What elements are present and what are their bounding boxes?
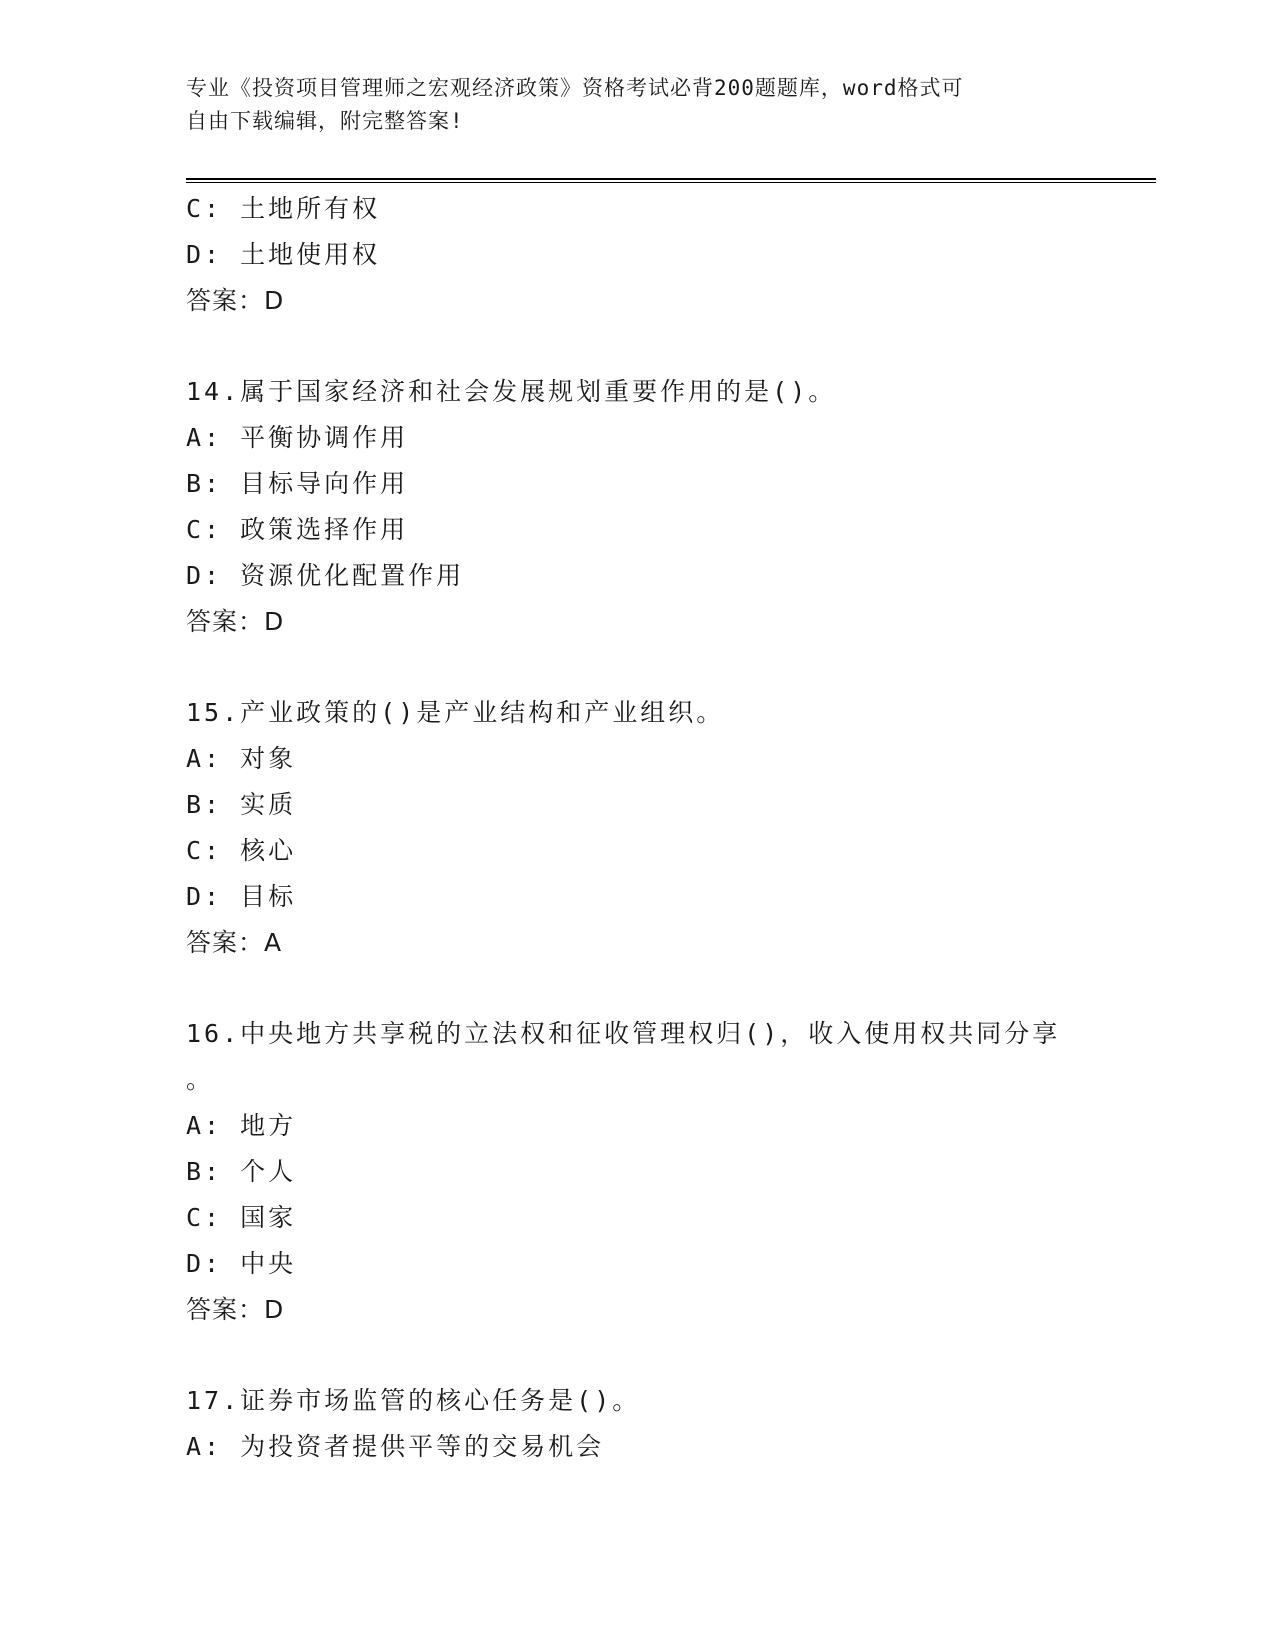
option-c: C: 国家 bbox=[186, 1203, 297, 1232]
option-a: A: 地方 bbox=[186, 1111, 297, 1140]
header-divider bbox=[186, 178, 1156, 183]
option-a: A: 为投资者提供平等的交易机会 bbox=[186, 1432, 605, 1461]
option-c: C: 政策选择作用 bbox=[186, 515, 409, 544]
question-13 bbox=[186, 186, 1086, 324]
option-c: C: 核心 bbox=[186, 836, 297, 865]
question-stem: 15.产业政策的()是产业结构和产业组织。 bbox=[186, 698, 725, 727]
option-a: A: 平衡协调作用 bbox=[186, 423, 409, 452]
option-a: A: 对象 bbox=[186, 744, 297, 773]
option-d: D: 资源优化配置作用 bbox=[186, 561, 465, 590]
question-stem: 16.中央地方共享税的立法权和征收管理权归()，收入使用权共同分享 bbox=[186, 1019, 1061, 1048]
option-d: D: 中央 bbox=[186, 1249, 297, 1278]
header-line-2: 自由下载编辑，附完整答案! bbox=[186, 109, 464, 133]
option-b: B: 实质 bbox=[186, 790, 297, 819]
answer: 答案：D bbox=[186, 1295, 285, 1324]
option-d: D: 目标 bbox=[186, 882, 297, 911]
answer: 答案：D bbox=[186, 607, 285, 636]
question-list bbox=[186, 186, 1086, 1470]
question-stem: 17.证券市场监管的核心任务是()。 bbox=[186, 1386, 641, 1415]
question-stem-continued: 。 bbox=[186, 1065, 215, 1094]
option-b: B: 目标导向作用 bbox=[186, 469, 409, 498]
answer: 答案：D bbox=[186, 286, 285, 315]
question-stem: 14.属于国家经济和社会发展规划重要作用的是()。 bbox=[186, 377, 837, 406]
document-header bbox=[186, 72, 1066, 138]
option-b: B: 个人 bbox=[186, 1157, 297, 1186]
question-15 bbox=[186, 690, 1086, 966]
question-17 bbox=[186, 1378, 1086, 1470]
question-14 bbox=[186, 369, 1086, 645]
answer: 答案：A bbox=[186, 928, 283, 957]
option-d: D: 土地使用权 bbox=[186, 240, 381, 269]
option-c: C: 土地所有权 bbox=[186, 194, 381, 223]
header-line-1: 专业《投资项目管理师之宏观经济政策》资格考试必背200题题库，word格式可 bbox=[186, 76, 964, 100]
question-16 bbox=[186, 1011, 1086, 1333]
